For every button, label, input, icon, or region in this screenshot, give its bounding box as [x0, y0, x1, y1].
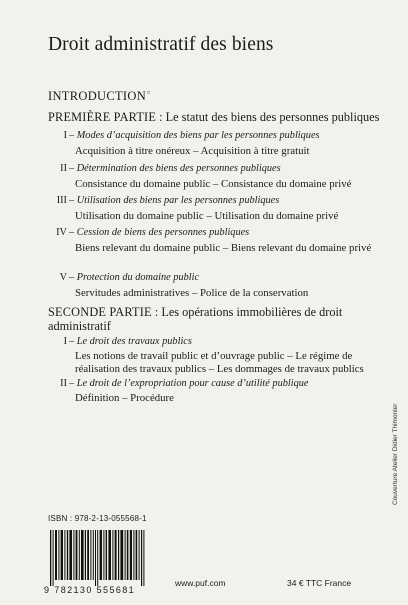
section-number: I	[63, 336, 67, 347]
section-title: – Utilisation des biens par les personnes publiques	[69, 195, 280, 206]
section-body: Servitudes administratives – Police de la conservation	[75, 287, 309, 299]
part-one-heading	[48, 110, 380, 124]
section-heading	[48, 130, 368, 142]
section-number: II	[60, 378, 67, 389]
section-body: Biens relevant du domaine public – Biens relevant du domaine privé	[75, 242, 372, 254]
introduction-heading	[48, 88, 150, 104]
section-title: – Protection du domaine public	[69, 272, 200, 283]
section-number: V	[59, 272, 67, 283]
section-title: – Détermination des biens des personnes publiques	[69, 163, 281, 174]
part-one-subtitle: : Le statut des biens des personnes publiques	[159, 110, 380, 124]
part-two-subtitle: : Les opérations immobilières de droit administratif	[48, 305, 343, 333]
ornament-icon: ▫	[147, 88, 151, 97]
introduction-label: INTRODUCTION	[48, 89, 147, 104]
section-body: Acquisition à titre onéreux – Acquisition à titre gratuit	[75, 145, 310, 157]
section-title: – Le droit de l’expropriation pour cause d’utilité publique	[69, 378, 309, 389]
section-number: II	[60, 163, 67, 174]
section-title: – Le droit des travaux publics	[69, 336, 192, 347]
section-heading	[48, 227, 368, 239]
section-heading	[48, 336, 368, 348]
publisher-url: www.puf.com	[175, 578, 226, 588]
section-number: IV	[56, 227, 67, 238]
section-heading	[48, 378, 368, 390]
part-two-heading	[48, 305, 370, 333]
price-label: 34 € TTC France	[287, 578, 352, 588]
section-number: I	[63, 130, 67, 141]
section-body: Utilisation du domaine public – Utilisation du domaine privé	[75, 210, 339, 222]
section-heading	[48, 272, 368, 284]
barcode-digits: 9 782130 555681	[44, 585, 136, 595]
part-one-name: PREMIÈRE PARTIE	[48, 110, 157, 124]
section-heading	[48, 195, 368, 207]
section-body: Les notions de travail public et d’ouvrage public – Le régime de réalisation des travaux publics – Les dommages de travaux publics	[75, 350, 364, 375]
section-body: Consistance du domaine public – Consistance du domaine privé	[75, 178, 352, 190]
book-title: Droit administratif des biens	[48, 34, 274, 55]
section-title: – Cession de biens des personnes publiques	[69, 227, 250, 238]
section-number: III	[56, 195, 67, 206]
barcode	[44, 530, 154, 586]
cover-credit: Couverture Atelier Didier Thimonier	[392, 403, 399, 505]
section-heading	[48, 163, 368, 175]
isbn-label: ISBN : 978-2-13-055568-1	[48, 514, 147, 523]
section-title: – Modes d’acquisition des biens par les personnes publiques	[69, 130, 320, 141]
part-two-name: SECONDE PARTIE	[48, 305, 152, 319]
section-body: Définition – Procédure	[75, 392, 174, 404]
